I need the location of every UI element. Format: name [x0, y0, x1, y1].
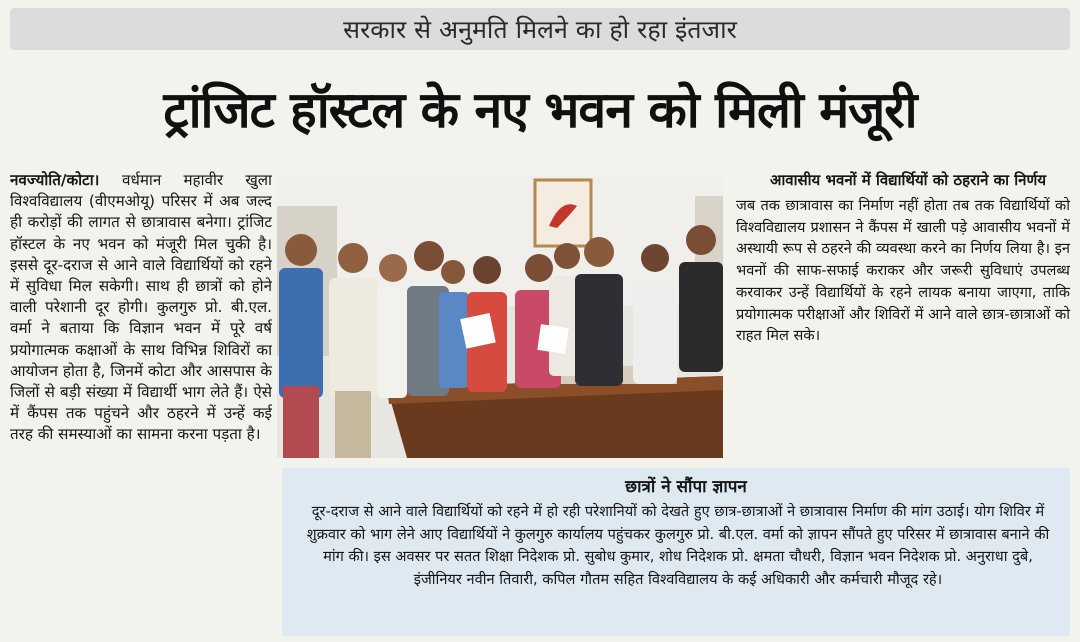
memo-box	[282, 468, 1070, 636]
article-body: वर्धमान महावीर खुला विश्वविद्यालय (वीएमओयू) परिसर में अब जल्द ही करोड़ों की लागत से छात्रावास बनेगा। ट्रांजिट हॉस्टल के नए भवन को मंजूरी मिल चुकी है। इससे दूर-दराज से आने वाले विद्यार्थियों को रहने में सुविधा मिल सकेगी। साथ ही छात्रों को होने वाली परेशानी दूर होगी। कुलगुरु प्रो. बी.एल. वर्मा ने बताया कि विज्ञान भवन में पूरे वर्ष प्रयोगात्मक कक्षाओं के साथ विभिन्न शिविरों का आयोजन होता है, जिनमें कोटा और आसपास के जिलों से बड़ी संख्या में विद्यार्थी भाग लेते हैं। ऐसे में कैंपस तक पहुंचने और ठहरने में उन्हें कई तरह की समस्याओं का सामना करना पड़ता है।	[10, 171, 272, 444]
kicker: सरकार से अनुमति मिलने का हो रहा इंतजार	[10, 8, 1070, 50]
sidebar-body: जब तक छात्रावास का निर्माण नहीं होता तब तक विद्यार्थियों को विश्वविद्यालय प्रशासन ने कैंपस में खाली पड़े आवासीय भवनों में अस्थायी रूप से ठहरने की व्यवस्था करने का निर्णय लिया है। इन भवनों की साफ-सफाई कराकर और जरूरी सुविधाएं उपलब्ध करवाकर उन्हें विद्यार्थियों के रहने लायक बनाया जाएगा, ताकि प्रयोगात्मक परीक्षाओं और शिविरों में आने वाले छात्र-छात्राओं को राहत मिल सके।	[736, 197, 1070, 345]
sidebar-story	[736, 170, 1070, 460]
sidebar-subhead: आवासीय भवनों में विद्यार्थियों को ठहराने का निर्णय	[769, 171, 1047, 189]
memo-body: दूर-दराज से आने वाले विद्यार्थियों को रहने में हो रही परेशानियों को देखते हुए छात्र-छात्राओं ने छात्रावास निर्माण की मांग उठाई। योग शिविर में शुक्रवार को भाग लेने आए विद्यार्थियों ने कुलगुरु कार्यालय पहुंचकर कुलगुरु प्रो. बी.एल. वर्मा को ज्ञापन सौंपते हुए परिसर में छात्रावास बनाने की मांग की। इस अवसर पर सतत शिक्षा निदेशक प्रो. सुबोध कुमार, शोध निदेशक प्रो. क्षमता चौधरी, विज्ञान भवन निदेशक प्रो. अनुराधा दुबे, इंजीनियर नवीन तिवारी, कपिल गौतम सहित विश्वविद्यालय के कई अधिकारी और कर्मचारी मौजूद रहे।	[306, 503, 1050, 588]
article-column	[10, 170, 272, 635]
memo-subhead: छात्रों ने सौंपा ज्ञापन	[625, 477, 747, 497]
news-photo	[277, 176, 723, 458]
headline: ट्रांजिट हॉस्टल के नए भवन को मिली मंजूरी	[163, 81, 917, 139]
dateline: नवज्योति/कोटा।	[10, 171, 123, 189]
